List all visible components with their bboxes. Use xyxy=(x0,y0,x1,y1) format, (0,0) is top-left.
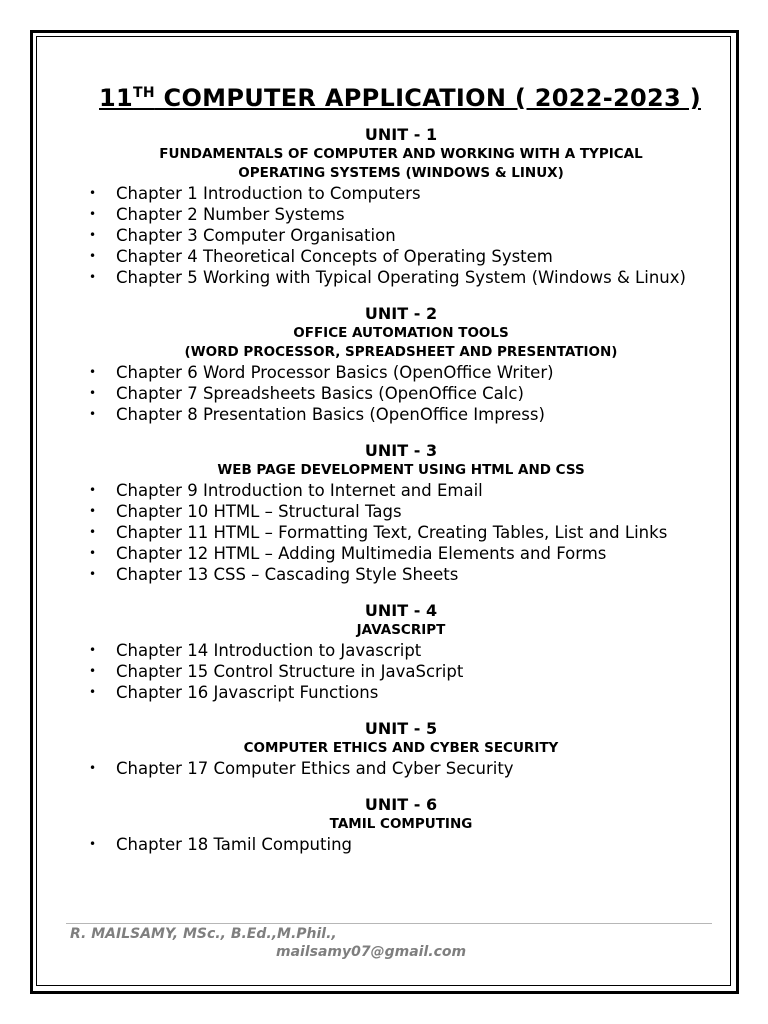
chapter-item xyxy=(62,404,722,425)
bullet-icon: • xyxy=(89,643,97,657)
chapter-item xyxy=(62,501,722,522)
bullet-icon: • xyxy=(89,664,97,678)
bullet-icon: • xyxy=(89,837,97,851)
bullet-icon: • xyxy=(89,685,97,699)
chapter-text: Chapter 13 CSS – Cascading Style Sheets xyxy=(116,565,459,584)
chapter-text: Chapter 10 HTML – Structural Tags xyxy=(116,502,402,521)
unit-subtitle: TAMIL COMPUTING xyxy=(329,816,473,832)
unit-heading: UNIT - 4 xyxy=(364,601,438,620)
chapter-text: Chapter 6 Word Processor Basics (OpenOffice Writer) xyxy=(116,363,554,382)
document-title xyxy=(78,76,722,115)
unit-heading: UNIT - 1 xyxy=(364,125,438,144)
bullet-icon: • xyxy=(89,525,97,539)
chapter-item xyxy=(62,522,722,543)
chapter-text: Chapter 5 Working with Typical Operating System (Windows & Linux) xyxy=(116,268,686,287)
chapter-item xyxy=(62,834,722,855)
chapter-item xyxy=(62,480,722,501)
chapter-item xyxy=(62,661,722,682)
chapter-text: Chapter 14 Introduction to Javascript xyxy=(116,641,422,660)
chapter-list xyxy=(62,834,722,855)
bullet-icon: • xyxy=(89,483,97,497)
unit-subtitle: COMPUTER ETHICS AND CYBER SECURITY xyxy=(243,740,559,756)
units-container xyxy=(62,125,722,855)
chapter-item xyxy=(62,362,722,383)
footer-author: R. MAILSAMY, MSc., B.Ed.,M.Phil., xyxy=(70,926,337,942)
unit-subtitle: OPERATING SYSTEMS (WINDOWS & LINUX) xyxy=(238,165,564,181)
unit-heading: UNIT - 6 xyxy=(364,795,438,814)
chapter-item xyxy=(62,758,722,779)
bullet-icon: • xyxy=(89,386,97,400)
chapter-list xyxy=(62,480,722,585)
chapter-text: Chapter 17 Computer Ethics and Cyber Security xyxy=(116,759,514,778)
unit-section xyxy=(62,601,722,703)
unit-subtitle: WEB PAGE DEVELOPMENT USING HTML AND CSS xyxy=(217,462,585,478)
unit-section xyxy=(62,441,722,585)
bullet-icon: • xyxy=(89,365,97,379)
chapter-item xyxy=(62,267,722,288)
unit-subtitle: JAVASCRIPT xyxy=(356,622,446,638)
footer-email: mailsamy07@gmail.com xyxy=(276,944,467,960)
chapter-text: Chapter 2 Number Systems xyxy=(116,205,345,224)
document-body xyxy=(62,76,722,871)
bullet-icon: • xyxy=(89,207,97,221)
chapter-item xyxy=(62,246,722,267)
bullet-icon: • xyxy=(89,270,97,284)
chapter-text: Chapter 16 Javascript Functions xyxy=(116,683,379,702)
unit-section xyxy=(62,719,722,779)
unit-section xyxy=(62,304,722,425)
chapter-item xyxy=(62,682,722,703)
bullet-icon: • xyxy=(89,186,97,200)
chapter-item xyxy=(62,204,722,225)
unit-heading: UNIT - 3 xyxy=(364,441,438,460)
unit-heading: UNIT - 2 xyxy=(364,304,438,323)
chapter-text: Chapter 1 Introduction to Computers xyxy=(116,184,421,203)
unit-section xyxy=(62,125,722,288)
title-text: COMPUTER APPLICATION ( 2022-2023 ) xyxy=(154,84,701,112)
chapter-item xyxy=(62,183,722,204)
chapter-text: Chapter 12 HTML – Adding Multimedia Elements and Forms xyxy=(116,544,607,563)
title-prefix: 11 xyxy=(99,84,134,112)
chapter-text: Chapter 18 Tamil Computing xyxy=(116,835,353,854)
chapter-text: Chapter 7 Spreadsheets Basics (OpenOffice Calc) xyxy=(116,384,524,403)
bullet-icon: • xyxy=(89,228,97,242)
chapter-text: Chapter 4 Theoretical Concepts of Operating System xyxy=(116,247,553,266)
chapter-item xyxy=(62,383,722,404)
title-superscript: TH xyxy=(133,85,155,101)
chapter-list xyxy=(62,362,722,425)
chapter-text: Chapter 11 HTML – Formatting Text, Creating Tables, List and Links xyxy=(116,523,668,542)
chapter-item xyxy=(62,640,722,661)
chapter-list xyxy=(62,183,722,288)
bullet-icon: • xyxy=(89,249,97,263)
chapter-item xyxy=(62,225,722,246)
bullet-icon: • xyxy=(89,504,97,518)
bullet-icon: • xyxy=(89,546,97,560)
chapter-item xyxy=(62,543,722,564)
chapter-item xyxy=(62,564,722,585)
chapter-text: Chapter 15 Control Structure in JavaScript xyxy=(116,662,464,681)
unit-heading: UNIT - 5 xyxy=(364,719,438,738)
bullet-icon: • xyxy=(89,761,97,775)
chapter-text: Chapter 9 Introduction to Internet and Email xyxy=(116,481,483,500)
chapter-text: Chapter 8 Presentation Basics (OpenOffice Impress) xyxy=(116,405,545,424)
unit-subtitle: FUNDAMENTALS OF COMPUTER AND WORKING WITH A TYPICAL xyxy=(159,146,643,162)
chapter-text: Chapter 3 Computer Organisation xyxy=(116,226,396,245)
footer-divider xyxy=(66,923,712,924)
unit-subtitle: OFFICE AUTOMATION TOOLS xyxy=(293,325,509,341)
unit-section xyxy=(62,795,722,855)
unit-subtitle: (WORD PROCESSOR, SPREADSHEET AND PRESENTATION) xyxy=(184,344,618,360)
bullet-icon: • xyxy=(89,407,97,421)
chapter-list xyxy=(62,758,722,779)
chapter-list xyxy=(62,640,722,703)
bullet-icon: • xyxy=(89,567,97,581)
